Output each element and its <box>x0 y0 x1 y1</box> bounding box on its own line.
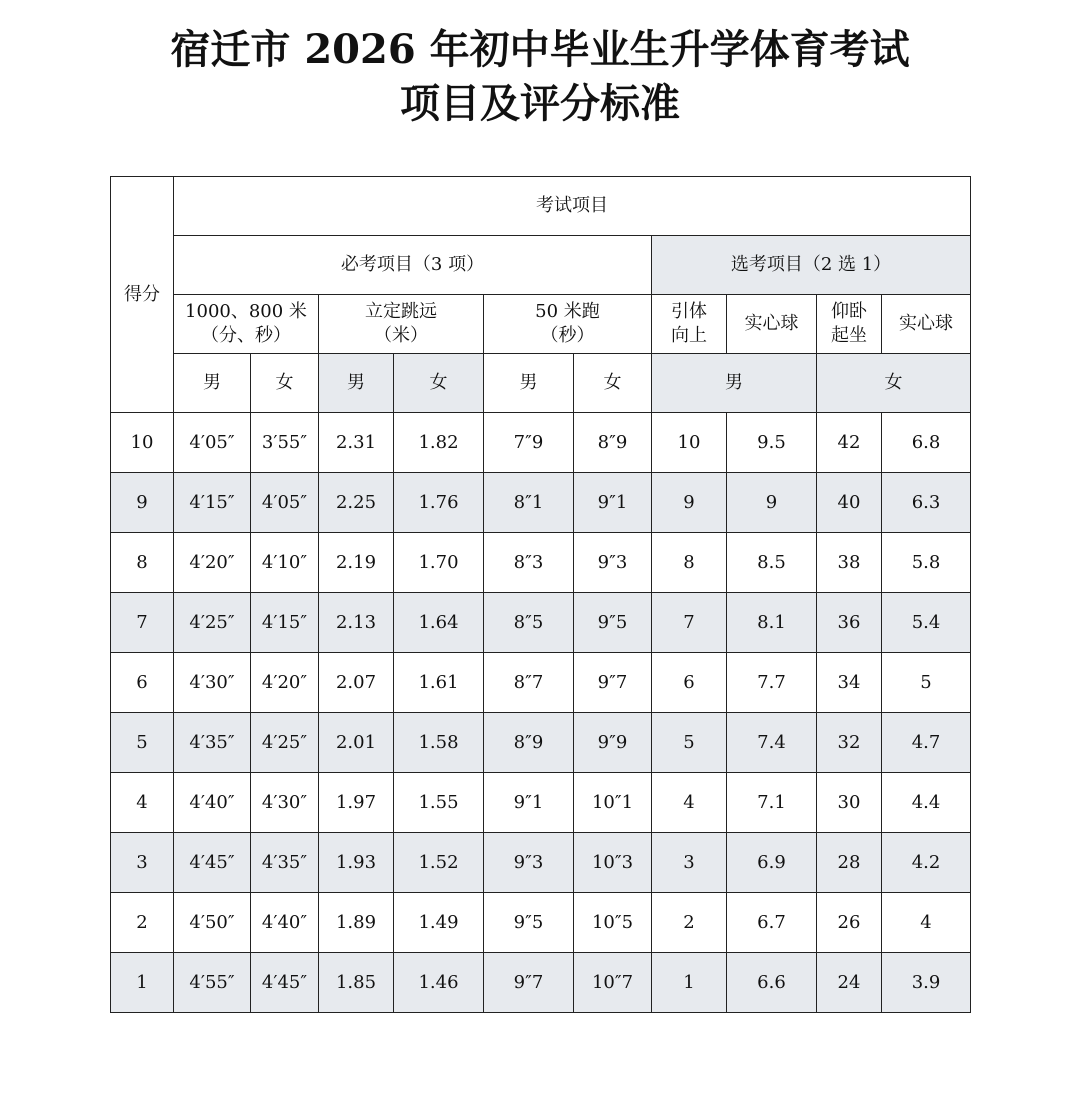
cell-ball-f: 4.4 <box>882 773 971 833</box>
table-row <box>111 533 971 593</box>
cell-score: 6 <box>111 653 174 713</box>
cell-run-m: 4′25″ <box>174 593 251 653</box>
jump-male-header: 男 <box>319 354 394 413</box>
cell-jump-f: 1.64 <box>394 593 484 653</box>
cell-run-m: 4′40″ <box>174 773 251 833</box>
doc-title-line2: 项目及评分标准 <box>400 80 680 127</box>
table-row <box>111 593 971 653</box>
cell-run-m: 4′50″ <box>174 893 251 953</box>
cell-ball-m: 6.7 <box>727 893 817 953</box>
cell-pullup: 7 <box>652 593 727 653</box>
cell-run-f: 4′35″ <box>251 833 319 893</box>
table-row <box>111 833 971 893</box>
cell-run-f: 4′45″ <box>251 953 319 1013</box>
cell-run-f: 4′40″ <box>251 893 319 953</box>
cell-sprint-f: 9″7 <box>574 653 652 713</box>
cell-pullup: 3 <box>652 833 727 893</box>
optional-female-header: 女 <box>817 354 971 413</box>
cell-jump-m: 2.07 <box>319 653 394 713</box>
cell-situp: 38 <box>817 533 882 593</box>
cell-sprint-f: 8″9 <box>574 413 652 473</box>
cell-ball-f: 6.3 <box>882 473 971 533</box>
cell-ball-m: 9 <box>727 473 817 533</box>
table-row <box>111 473 971 533</box>
cell-ball-m: 6.9 <box>727 833 817 893</box>
cell-situp: 28 <box>817 833 882 893</box>
cell-score: 10 <box>111 413 174 473</box>
cell-ball-m: 7.1 <box>727 773 817 833</box>
cell-run-m: 4′30″ <box>174 653 251 713</box>
cell-score: 7 <box>111 593 174 653</box>
table-row <box>111 653 971 713</box>
cell-run-f: 4′25″ <box>251 713 319 773</box>
optional-header: 选考项目（2 选 1） <box>652 236 971 295</box>
cell-jump-m: 2.01 <box>319 713 394 773</box>
cell-sprint-m: 8″5 <box>484 593 574 653</box>
cell-situp: 36 <box>817 593 882 653</box>
cell-pullup: 6 <box>652 653 727 713</box>
cell-jump-f: 1.61 <box>394 653 484 713</box>
cell-jump-f: 1.52 <box>394 833 484 893</box>
cell-score: 8 <box>111 533 174 593</box>
cell-sprint-m: 9″1 <box>484 773 574 833</box>
cell-sprint-f: 10″5 <box>574 893 652 953</box>
cell-situp: 34 <box>817 653 882 713</box>
cell-jump-f: 1.46 <box>394 953 484 1013</box>
pullup-header: 引体 向上 <box>652 295 727 354</box>
cell-run-f: 4′05″ <box>251 473 319 533</box>
cell-ball-f: 5 <box>882 653 971 713</box>
scoring-table <box>110 176 971 1013</box>
cell-jump-m: 2.13 <box>319 593 394 653</box>
run-female-header: 女 <box>251 354 319 413</box>
cell-run-f: 4′10″ <box>251 533 319 593</box>
cell-run-f: 3′55″ <box>251 413 319 473</box>
cell-sprint-f: 10″1 <box>574 773 652 833</box>
cell-run-m: 4′20″ <box>174 533 251 593</box>
cell-jump-m: 2.31 <box>319 413 394 473</box>
cell-jump-f: 1.55 <box>394 773 484 833</box>
cell-score: 9 <box>111 473 174 533</box>
cell-sprint-m: 9″7 <box>484 953 574 1013</box>
cell-run-f: 4′30″ <box>251 773 319 833</box>
cell-run-f: 4′15″ <box>251 593 319 653</box>
cell-sprint-m: 8″3 <box>484 533 574 593</box>
cell-jump-m: 1.93 <box>319 833 394 893</box>
cell-sprint-f: 9″1 <box>574 473 652 533</box>
cell-ball-m: 8.5 <box>727 533 817 593</box>
cell-sprint-f: 10″3 <box>574 833 652 893</box>
table-row <box>111 713 971 773</box>
cell-sprint-f: 10″7 <box>574 953 652 1013</box>
cell-jump-f: 1.70 <box>394 533 484 593</box>
cell-run-m: 4′45″ <box>174 833 251 893</box>
optional-male-header: 男 <box>652 354 817 413</box>
cell-ball-f: 3.9 <box>882 953 971 1013</box>
cell-run-m: 4′15″ <box>174 473 251 533</box>
sprint-female-header: 女 <box>574 354 652 413</box>
doc-title-line1: 宿迁市 2026 年初中毕业生升学体育考试 <box>170 26 910 73</box>
jump-header: 立定跳远 （米） <box>319 295 484 354</box>
sprint-male-header: 男 <box>484 354 574 413</box>
cell-jump-f: 1.76 <box>394 473 484 533</box>
cell-ball-m: 7.4 <box>727 713 817 773</box>
cell-situp: 42 <box>817 413 882 473</box>
table-row <box>111 953 971 1013</box>
cell-jump-m: 1.89 <box>319 893 394 953</box>
cell-jump-f: 1.49 <box>394 893 484 953</box>
cell-sprint-f: 9″9 <box>574 713 652 773</box>
cell-ball-f: 5.4 <box>882 593 971 653</box>
cell-pullup: 2 <box>652 893 727 953</box>
exam-items-header: 考试项目 <box>174 177 971 236</box>
cell-ball-f: 4.2 <box>882 833 971 893</box>
cell-sprint-m: 7″9 <box>484 413 574 473</box>
score-header: 得分 <box>111 177 174 413</box>
cell-sprint-m: 8″1 <box>484 473 574 533</box>
cell-score: 3 <box>111 833 174 893</box>
cell-sprint-f: 9″3 <box>574 533 652 593</box>
jump-female-header: 女 <box>394 354 484 413</box>
cell-jump-m: 1.97 <box>319 773 394 833</box>
cell-ball-m: 8.1 <box>727 593 817 653</box>
ball-male-header: 实心球 <box>727 295 817 354</box>
cell-ball-f: 6.8 <box>882 413 971 473</box>
run-header: 1000、800 米 （分、秒） <box>174 295 319 354</box>
cell-pullup: 1 <box>652 953 727 1013</box>
cell-situp: 40 <box>817 473 882 533</box>
situp-header: 仰卧 起坐 <box>817 295 882 354</box>
cell-ball-f: 4.7 <box>882 713 971 773</box>
table-row <box>111 773 971 833</box>
cell-pullup: 9 <box>652 473 727 533</box>
cell-sprint-f: 9″5 <box>574 593 652 653</box>
sprint-header: 50 米跑 （秒） <box>484 295 652 354</box>
cell-ball-m: 7.7 <box>727 653 817 713</box>
cell-run-f: 4′20″ <box>251 653 319 713</box>
cell-pullup: 4 <box>652 773 727 833</box>
cell-score: 2 <box>111 893 174 953</box>
cell-run-m: 4′55″ <box>174 953 251 1013</box>
cell-run-m: 4′05″ <box>174 413 251 473</box>
cell-sprint-m: 9″5 <box>484 893 574 953</box>
cell-situp: 32 <box>817 713 882 773</box>
cell-score: 1 <box>111 953 174 1013</box>
table-row <box>111 413 971 473</box>
cell-ball-f: 5.8 <box>882 533 971 593</box>
cell-situp: 24 <box>817 953 882 1013</box>
cell-run-m: 4′35″ <box>174 713 251 773</box>
cell-jump-f: 1.58 <box>394 713 484 773</box>
cell-sprint-m: 9″3 <box>484 833 574 893</box>
cell-ball-m: 6.6 <box>727 953 817 1013</box>
cell-situp: 30 <box>817 773 882 833</box>
cell-score: 5 <box>111 713 174 773</box>
cell-jump-f: 1.82 <box>394 413 484 473</box>
cell-pullup: 5 <box>652 713 727 773</box>
cell-pullup: 10 <box>652 413 727 473</box>
cell-jump-m: 1.85 <box>319 953 394 1013</box>
run-male-header: 男 <box>174 354 251 413</box>
cell-situp: 26 <box>817 893 882 953</box>
ball-female-header: 实心球 <box>882 295 971 354</box>
cell-ball-m: 9.5 <box>727 413 817 473</box>
cell-jump-m: 2.25 <box>319 473 394 533</box>
table-row <box>111 893 971 953</box>
cell-score: 4 <box>111 773 174 833</box>
cell-sprint-m: 8″7 <box>484 653 574 713</box>
cell-jump-m: 2.19 <box>319 533 394 593</box>
cell-pullup: 8 <box>652 533 727 593</box>
cell-ball-f: 4 <box>882 893 971 953</box>
cell-sprint-m: 8″9 <box>484 713 574 773</box>
required-header: 必考项目（3 项） <box>174 236 652 295</box>
